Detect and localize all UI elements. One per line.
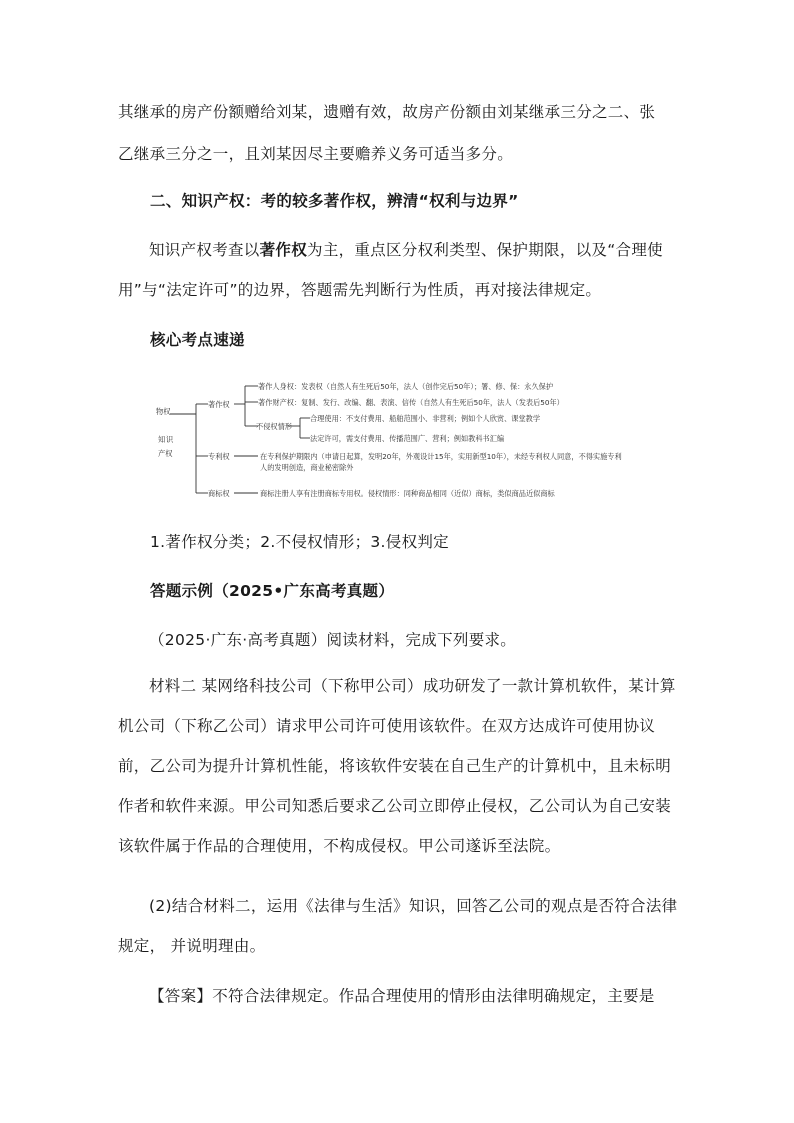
- diagram-patent-text-1: 在专利保护期限内（申请日起算，发明20年，外观设计15年，实用新型10年），未经专利权人同意，不得实施专利: [260, 452, 622, 461]
- key-points: 1.著作权分类；2.不侵权情形；3.侵权判定: [150, 533, 449, 551]
- diagram-root-ip-2: 识: [166, 435, 174, 444]
- diagram-trademark-text: 商标注册人享有注册商标专用权。侵权情形：同种商品相同（近似）商标，类似商品近似商标: [260, 489, 555, 498]
- paragraph-line-1: 其继承的房产份额赠给刘某，遗赠有效，故房产份额由刘某继承三分之二、张: [118, 103, 656, 121]
- ip-intro-paragraph: [118, 230, 678, 310]
- diagram-statutory-license: 法定许可，需支付费用、传播范围广、营利；例如教科书汇编: [310, 434, 505, 443]
- diagram-noninfringe: 不侵权情形: [256, 422, 292, 431]
- diagram-trademark: 商标权: [208, 489, 230, 498]
- question-paragraph: (2)结合材料二，运用《法律与生活》知识，回答乙公司的观点是否符合法律规定， 并说明理由。: [118, 897, 678, 955]
- ip-intro-text-b: 为主，重点区分权利类型、保护期限，以及“合理使用”与“法定许可”的边界，答题需先判断行为性质，再对接法律规定。: [118, 241, 663, 299]
- ip-knowledge-diagram: [148, 368, 708, 508]
- diagram-personal-rights: 著作人身权：发表权（自然人有生死后50年，法人（创作完后50年）；署、修、保：永久保护: [258, 382, 554, 391]
- diagram-patent-text-2: 人的发明创造，商业秘密除外: [260, 463, 354, 472]
- answer-paragraph: 【答案】不符合法律规定。作品合理使用的情形由法律明确规定，主要是: [149, 987, 655, 1005]
- diagram-root-ip-3: 产权: [158, 449, 173, 458]
- core-heading: 核心考点速递: [150, 331, 245, 349]
- question-intro: （2025·广东·高考真题）阅读材料，完成下列要求。: [149, 631, 517, 649]
- ip-intro-text-a: 知识产权考查以: [149, 241, 260, 259]
- example-heading: 答题示例（2025•广东高考真题）: [150, 582, 395, 600]
- diagram-copyright: 著作权: [208, 400, 230, 409]
- diagram-root-ip-1: 知: [158, 435, 166, 444]
- diagram-property-rights: 著作财产权：复制、发行、改编、翻、表演、信传（自然人有生死后50年，法人（发表后50年）: [258, 398, 564, 407]
- section-heading: 二、知识产权：考的较多著作权，辨清“权利与边界”: [150, 192, 519, 210]
- material-paragraph: 材料二 某网络科技公司（下称甲公司）成功研发了一款计算机软件，某计算机公司（下称乙公司）请求甲公司许可使用该软件。在双方达成许可使用协议前，乙公司为提升计算机性能，将该软件安装在自己生产的计算机中，且未标明作者和软件来源。甲公司知悉后要求乙公司立即停止侵权，乙公司认为自己安装该软件属于作品的合理使用，不构成侵权。甲公司遂诉至法院。: [118, 677, 676, 855]
- diagram-root-property: 物权: [156, 407, 171, 416]
- diagram-fair-use: 合理使用：不支付费用、船舶范围小、非营利；例如个人欣赏、课堂教学: [310, 414, 541, 423]
- diagram-patent: 专利权: [208, 452, 230, 461]
- paragraph-line-2: 乙继承三分之一，且刘某因尽主要赡养义务可适当多分。: [118, 145, 514, 163]
- ip-intro-bold: 著作权: [259, 241, 308, 259]
